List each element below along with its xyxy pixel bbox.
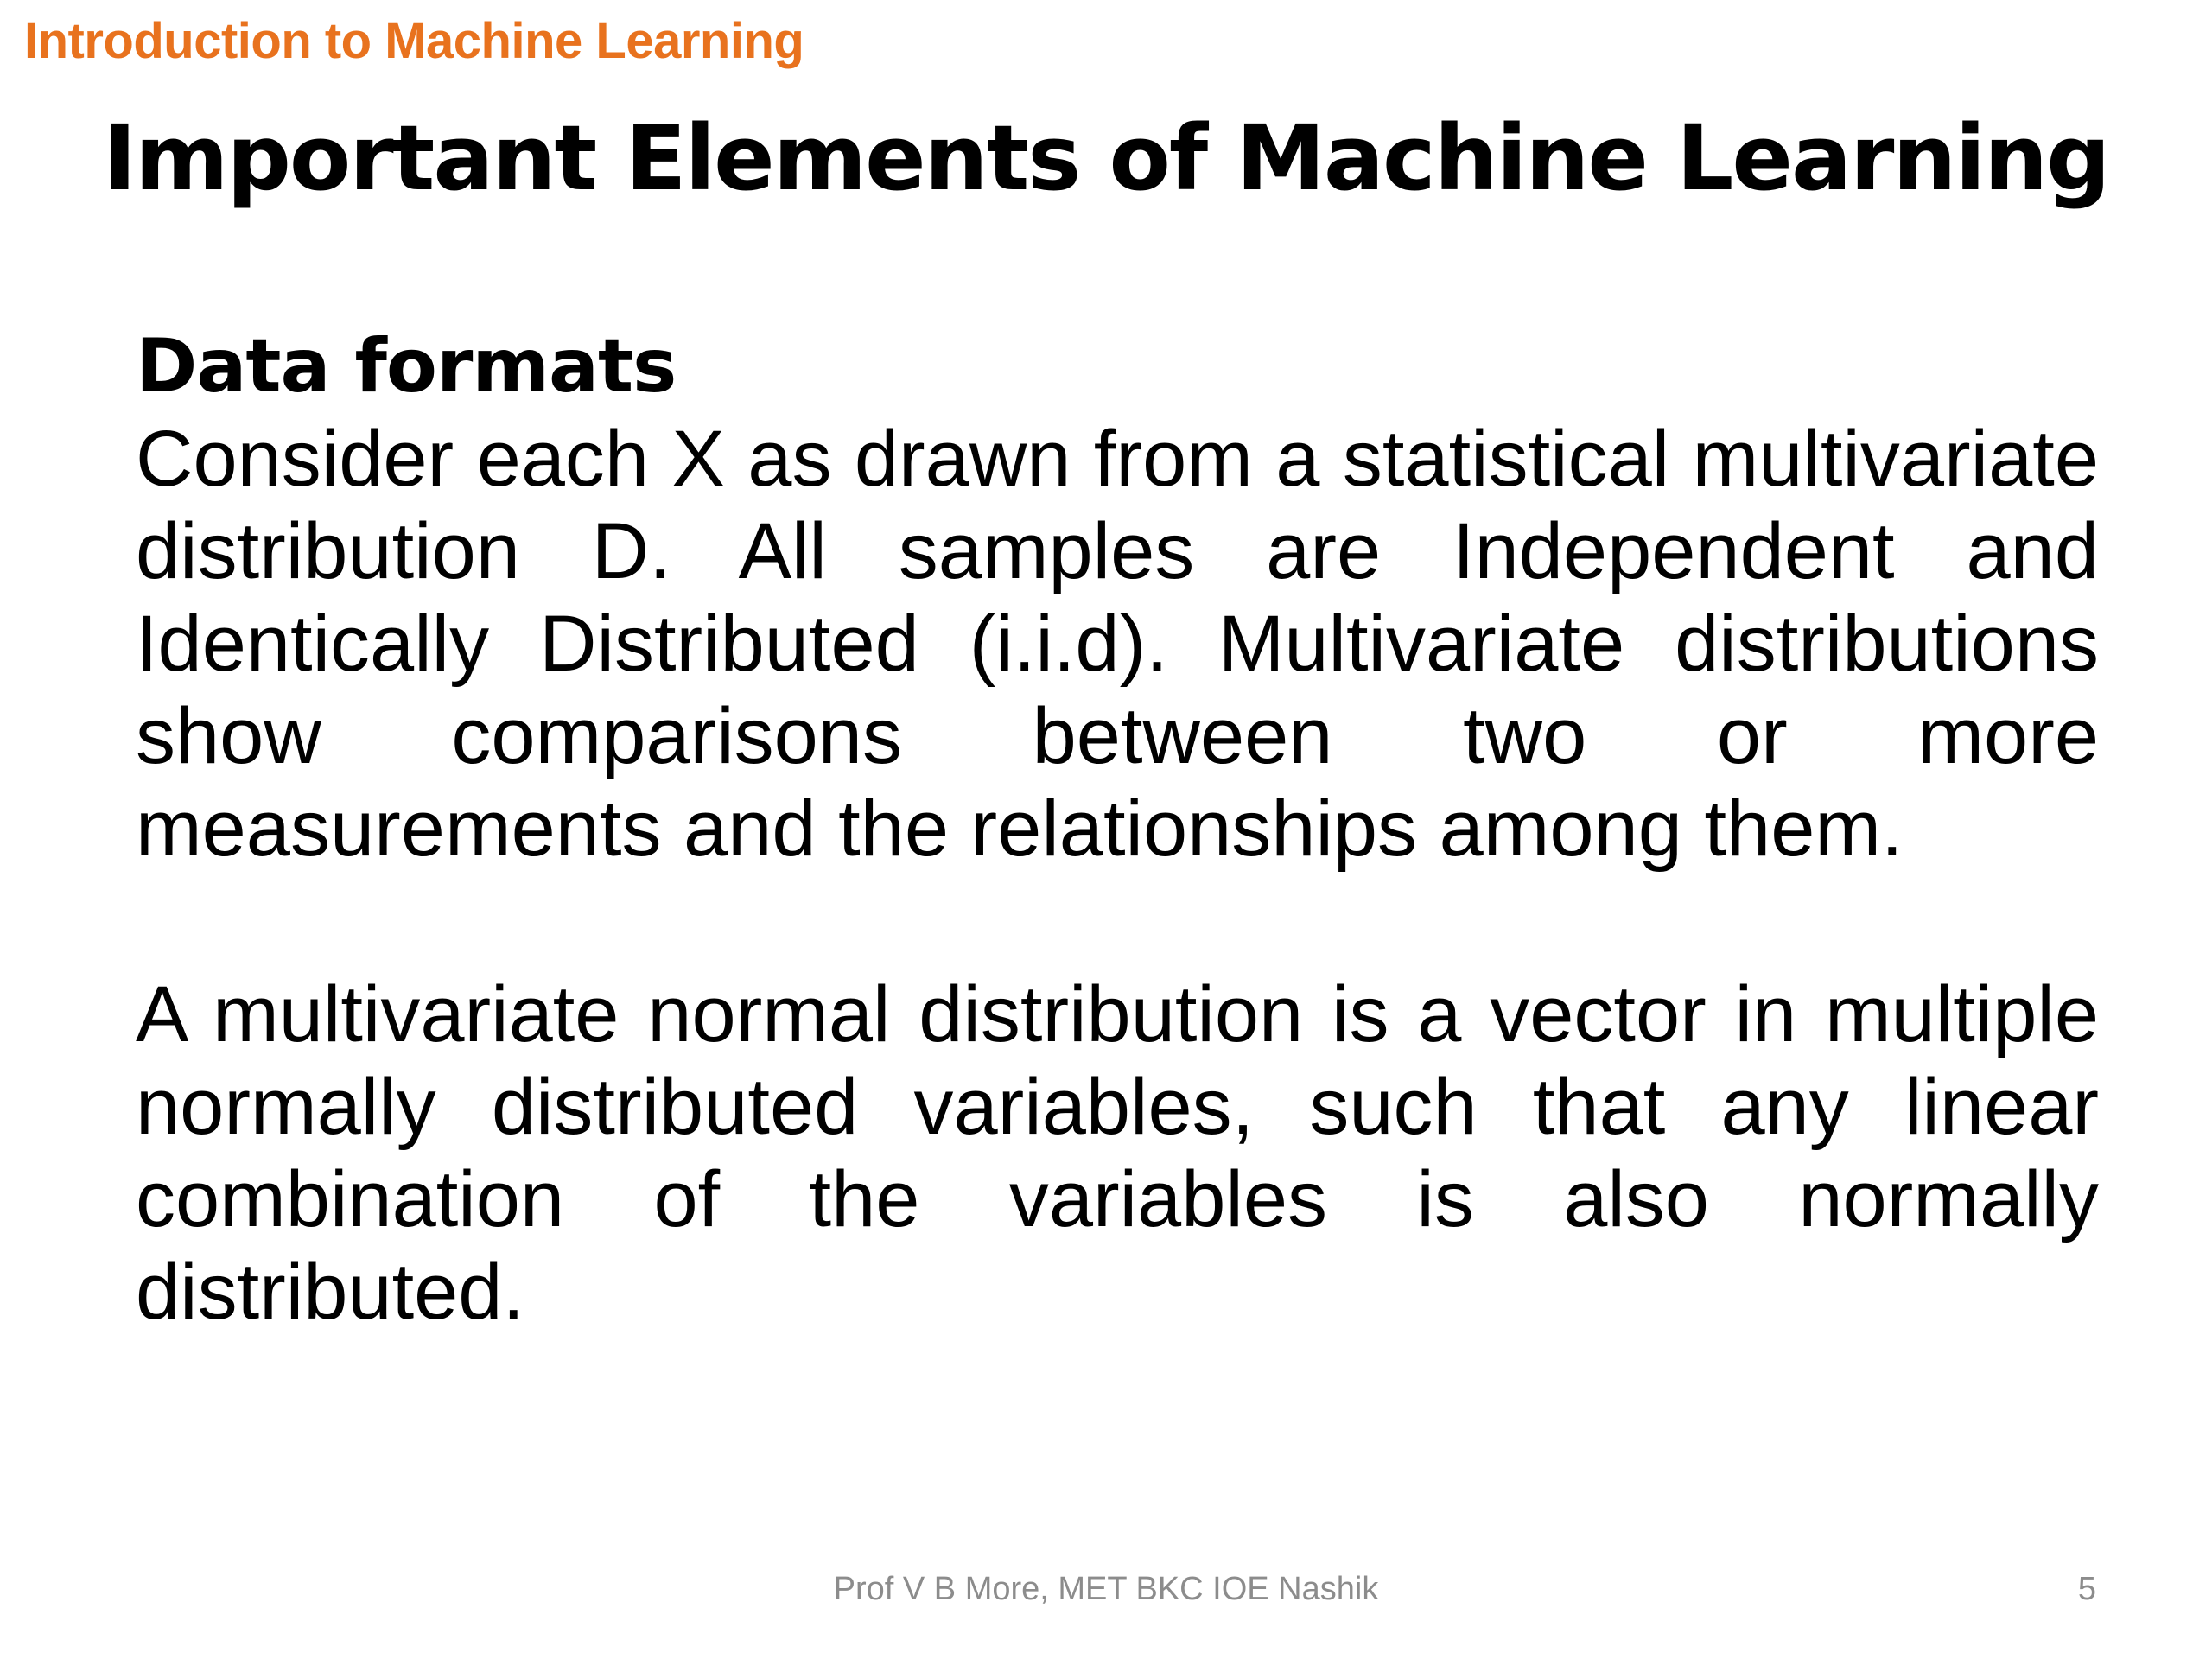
slide-title: Important Elements of Machine Learning: [103, 105, 2109, 211]
paragraph-data-formats: Consider each X as drawn from a statistical multivariate distribution D. All samples are Independent and Identically Distributed (i.i.d). Multivariate distributions show comparisons between two or more measurements and the relationships among them.: [136, 415, 2099, 873]
paragraph-spacer: [136, 875, 2099, 969]
footer-credit: Prof V B More, MET BKC IOE Nashik: [833, 1571, 1379, 1607]
paragraph-multivariate-normal: A multivariate normal distribution is a vector in multiple normally distributed variables, such that any linear combination of the variables is also normally distributed.: [136, 970, 2099, 1336]
page-number: 5: [2077, 1571, 2096, 1607]
course-header-tag: Introduction to Machine Learning: [24, 13, 804, 69]
section-heading: Data formats: [136, 323, 677, 410]
slide-body: [136, 320, 2099, 1338]
